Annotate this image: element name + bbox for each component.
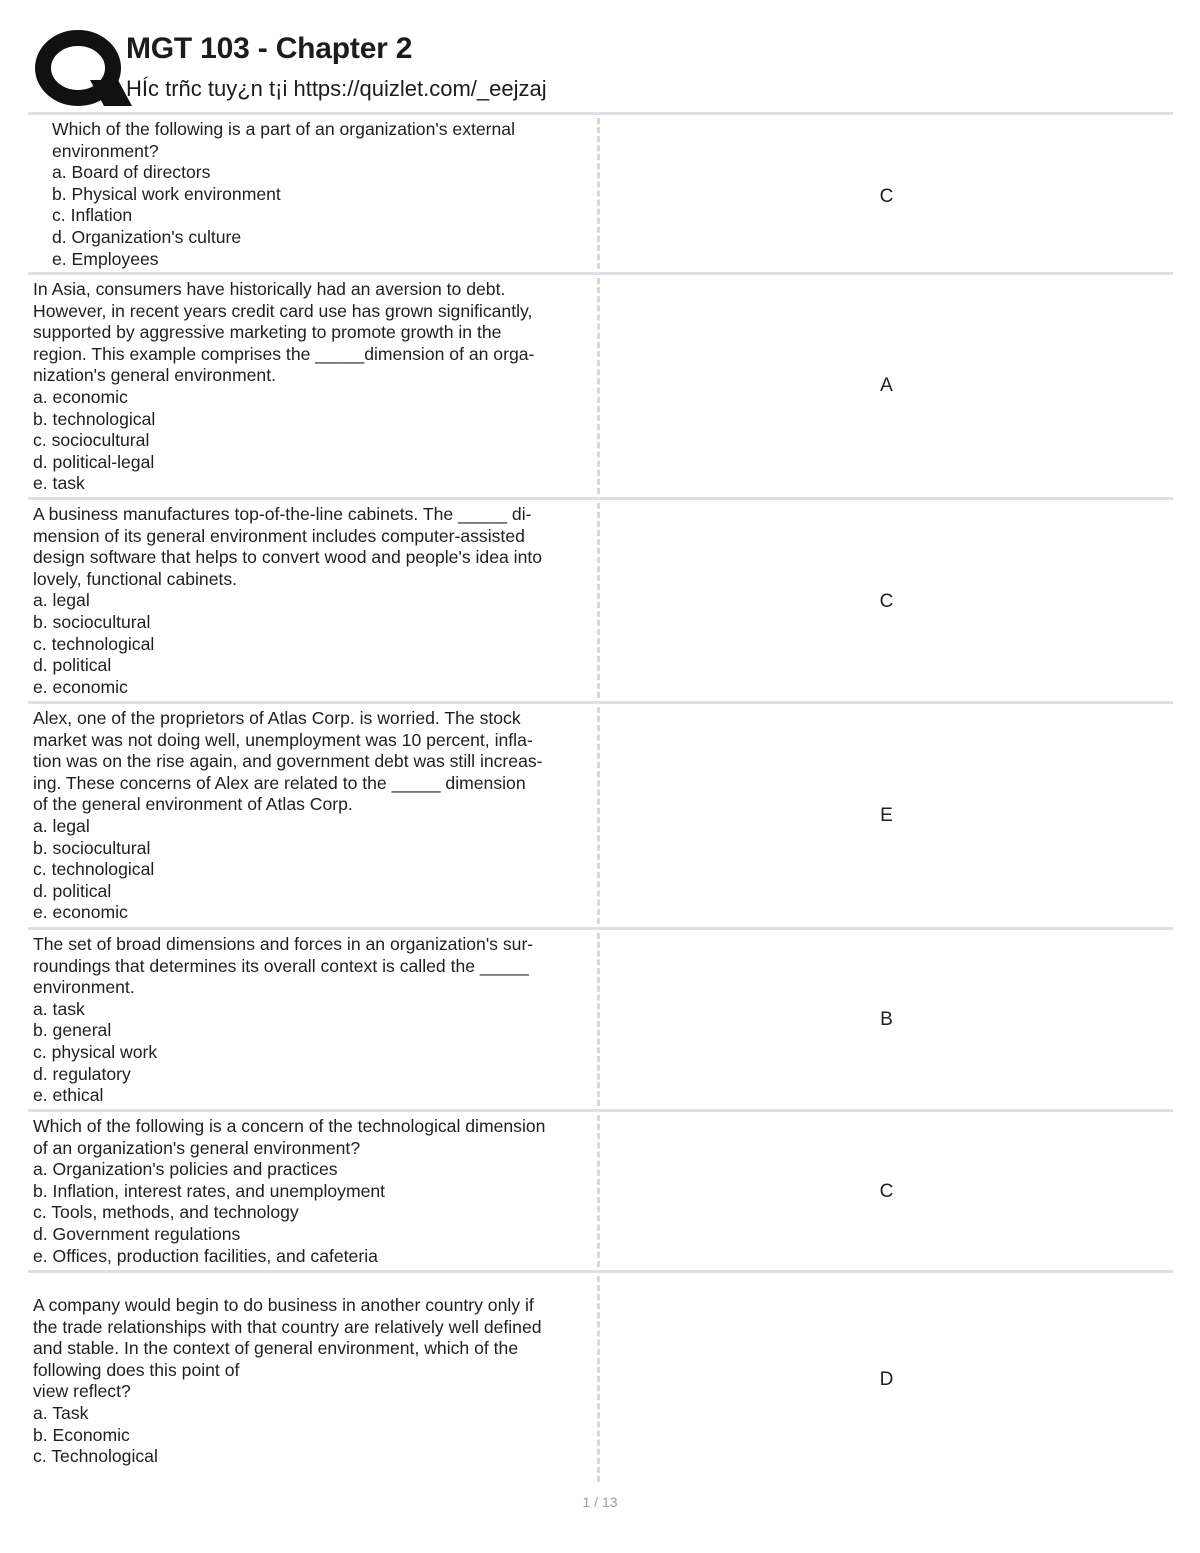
answer-text: C bbox=[879, 186, 894, 207]
flashcard-row bbox=[28, 1270, 1173, 1485]
flashcard-list bbox=[28, 112, 1173, 1485]
page-title: MGT 103 - Chapter 2 bbox=[126, 32, 413, 65]
question-text: Alex, one of the proprietors of Atlas Corp. is worried. The stock market was not doing well, unemployment was 10 percent, infla- tion was on the rise again, and government debt was still increas- ing. These concerns of Alex are related to the _____ dimension of the general environment of Atlas Corp. a. legal b. sociocultural c. technological d. political e. economic bbox=[33, 708, 543, 923]
question-text: In Asia, consumers have historically had an aversion to debt. However, in recent years credit card use has grown significantly, supported by aggressive marketing to promote growth in the region. This example comprises the _____dimension of an orga- nization's general environment. a. economic b. technological c. sociocultural d. political-legal e. task bbox=[33, 279, 535, 494]
question-text: Which of the following is a part of an organization's external environment? a. Board of directors b. Physical work environment c. Inflation d. Organization's culture e. Employees bbox=[52, 119, 516, 269]
answer-text: C bbox=[879, 591, 894, 612]
question-text: A company would begin to do business in another country only if the trade relationships with that country are relatively well defined and stable. In the context of general environment, which of the following does this point of view reflect? a. Task b. Economic c. Technological bbox=[33, 1295, 542, 1467]
answer-text: A bbox=[880, 375, 893, 396]
flashcard-row bbox=[28, 112, 1173, 272]
question-text: Which of the following is a concern of the technological dimension of an organization's general environment? a. Organization's policies and practices b. Inflation, interest rates, and unemployment c. Tools, methods, and technology d. Government regulations e. Offices, production facilities, and cafeteria bbox=[33, 1116, 546, 1266]
page-number: 1 / 13 bbox=[582, 1494, 618, 1510]
flashcard-row bbox=[28, 497, 1173, 701]
answer-text: C bbox=[879, 1181, 894, 1202]
header bbox=[28, 28, 1178, 112]
quizlet-logo-icon bbox=[28, 28, 136, 110]
page-subtitle: HÍc trñc tuy¿n t¡i https://quizlet.com/_eejzaj bbox=[126, 76, 547, 101]
flashcard-row bbox=[28, 927, 1173, 1109]
flashcard-row bbox=[28, 1109, 1173, 1270]
answer-text: B bbox=[880, 1009, 893, 1030]
answer-text: E bbox=[880, 805, 893, 826]
flashcard-row bbox=[28, 701, 1173, 927]
flashcard-row bbox=[28, 272, 1173, 497]
question-text: The set of broad dimensions and forces in an organization's sur- roundings that determines its overall context is called the _____ environment. a. task b. general c. physical work d. regulatory e. ethical bbox=[33, 934, 534, 1106]
answer-text: D bbox=[879, 1369, 894, 1390]
question-text: A business manufactures top-of-the-line cabinets. The _____ di- mension of its general environment includes computer-assisted design software that helps to convert wood and people's idea into lovely, functional cabinets. a. legal b. sociocultural c. technological d. political e. economic bbox=[33, 504, 543, 697]
